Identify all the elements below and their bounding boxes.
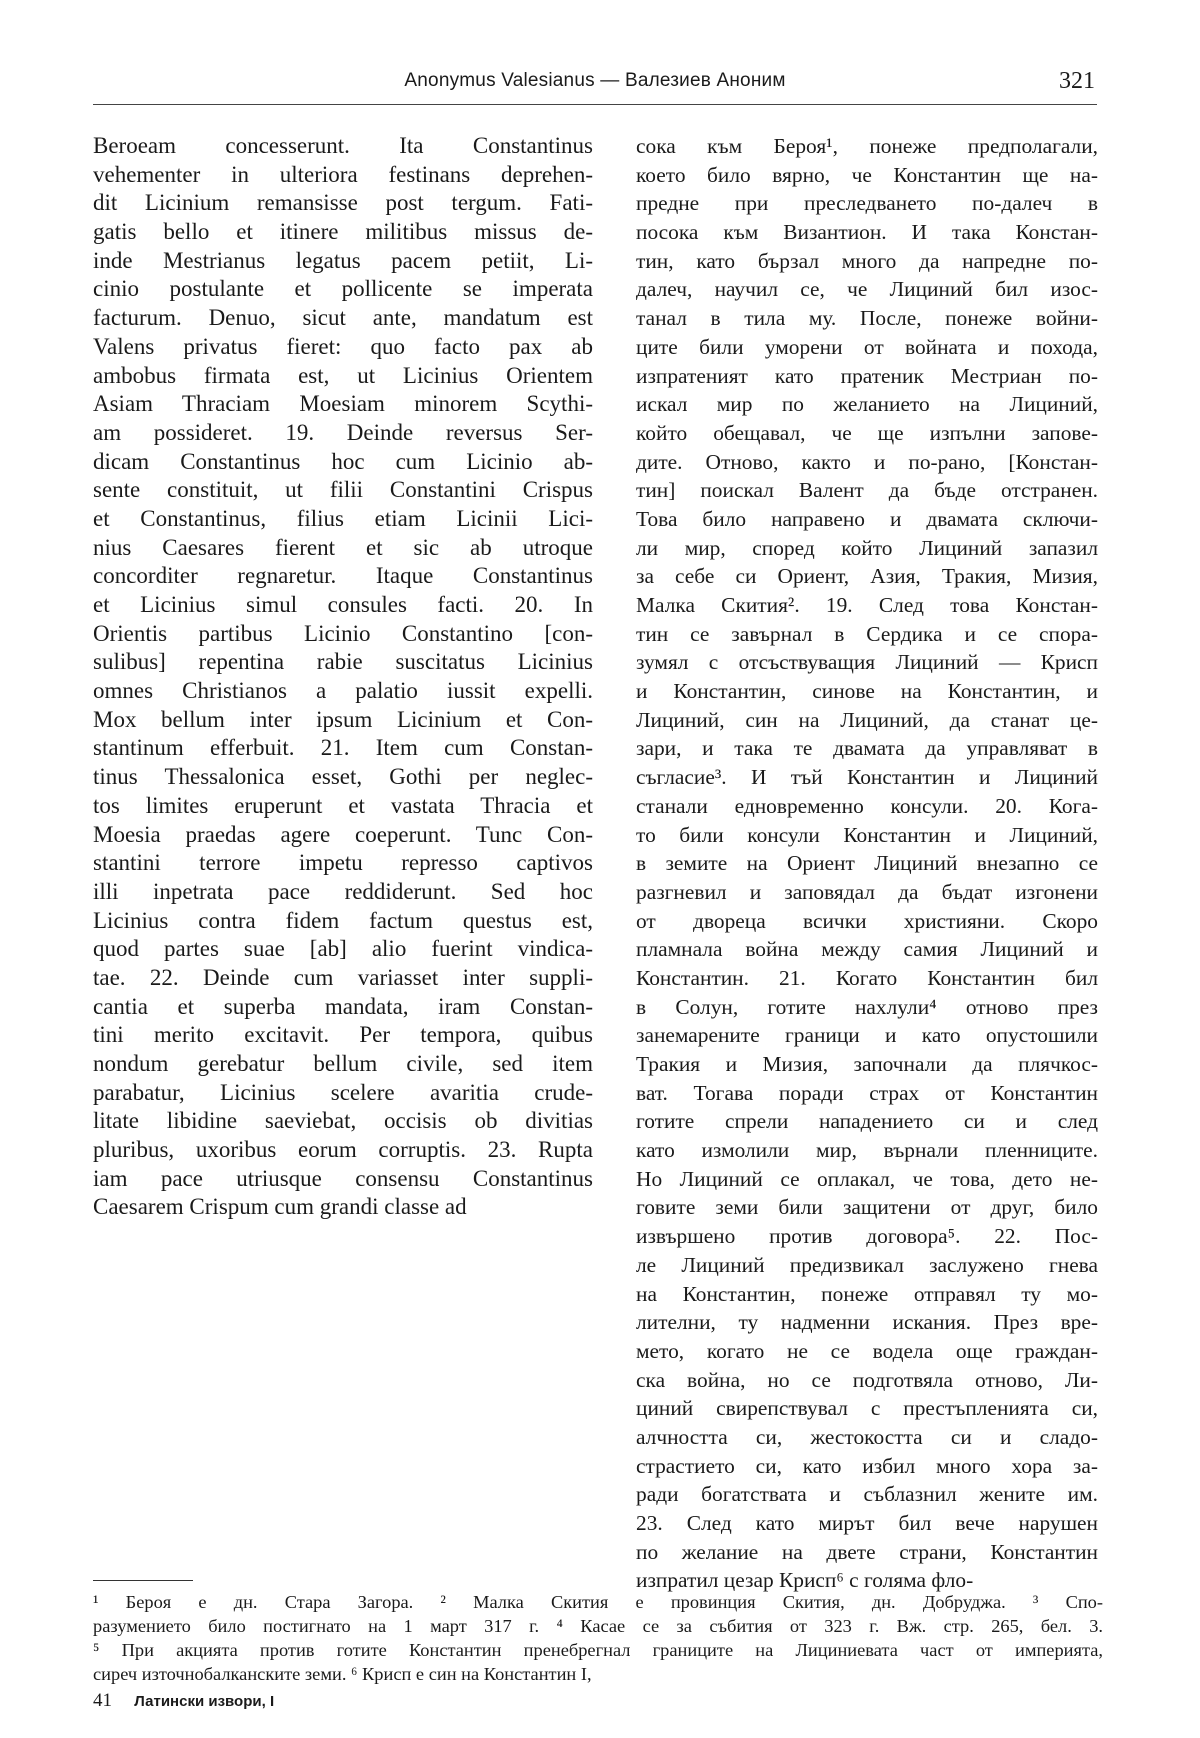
latin-text-line: sulibus] repentina rabie suscitatus Licinius [93, 649, 593, 675]
bulgarian-text-line: зари, и така те двамата да управляват в [636, 736, 1098, 761]
bulgarian-text-line: ват. Тогава поради страх от Константин [636, 1080, 1098, 1105]
latin-text-line: cinio postulante et pollicente se imperata [93, 276, 593, 302]
latin-text-line: Mox bellum inter ipsum Licinium et Con- [93, 706, 593, 732]
latin-text-line: parabatur, Licinius scelere avaritia crude- [93, 1079, 593, 1105]
latin-text-line: Asiam Thraciam Moesiam minorem Scythi- [93, 391, 593, 417]
bulgarian-text-line: посока към Византион. И така Констан- [636, 220, 1098, 245]
footnote-rule [93, 1580, 193, 1581]
latin-text-line: et Licinius simul consules facti. 20. In [93, 592, 593, 617]
latin-text-line: nondum gerebatur bellum civile, sed item [93, 1051, 593, 1076]
bulgarian-text-line: танал в тила му. После, понеже войни- [636, 306, 1098, 331]
latin-text-line: iam pace utriusque consensu Constantinus [93, 1165, 593, 1191]
bulgarian-text-line: лителни, ту надменни искания. През вре- [636, 1310, 1098, 1335]
signature-number: 41 [93, 1690, 112, 1711]
bulgarian-text-line: искал мир по желанието на Лициний, [636, 392, 1098, 417]
bulgarian-text-line: тин] поискал Валент да бъде отстранен. [636, 478, 1098, 503]
latin-text-line: dit Licinium remansisse post tergum. Fati- [93, 190, 593, 216]
bulgarian-text-line: тин, като бързал много да напредне по- [636, 248, 1098, 273]
page-header [95, 68, 1095, 102]
bulgarian-text-line: Това било направено и двамата сключи- [636, 506, 1098, 531]
footnotes [93, 1590, 1103, 1686]
latin-text-line: ambobus firmata est, ut Licinius Orientem [93, 362, 593, 388]
latin-text-line: tae. 22. Deinde cum variasset inter suppli- [93, 964, 593, 990]
bulgarian-text-line: в Солун, готите нахлули⁴ отново през [636, 994, 1098, 1019]
page-number: 321 [1059, 68, 1095, 94]
bulgarian-text-line: тин се завърнал в Сердика и се спора- [636, 621, 1098, 646]
latin-text-line: Caesarem Crispum cum grandi classe ad [93, 1194, 467, 1220]
bulgarian-text-line: ли мир, според който Лициний запазил [636, 535, 1098, 560]
footnote-line: ¹ Берoя е дн. Стара Загора. ² Малка Скития е провинция Скития, дн. Добруджа. ³ Спо- [93, 1592, 1103, 1612]
bulgarian-text-line: алчността си, жестокостта си и сладо- [636, 1424, 1098, 1449]
latin-text-line: tini merito excitavit. Per tempora, quibus [93, 1022, 593, 1048]
bulgarian-text-line: занемарените граници и като опустошили [636, 1023, 1098, 1048]
header-rule [93, 104, 1097, 105]
latin-text-line: et Constantinus, filius etiam Licinii Lici- [93, 505, 593, 531]
latin-column [93, 132, 593, 1222]
bulgarian-text-line: сока към Бероя¹, понеже предполагали, [636, 134, 1098, 158]
latin-text-line: concorditer regnaretur. Itaque Constantinus [93, 563, 593, 589]
latin-text-line: pluribus, uxoribus eorum corruptis. 23. Rupta [93, 1137, 593, 1163]
bulgarian-text-line: станали едновременно консули. 20. Кога- [636, 793, 1098, 818]
latin-text-line: cantia et superba mandata, iram Constan- [93, 993, 593, 1019]
bulgarian-text-line: ците били уморени от войната и похода, [636, 334, 1098, 359]
bulgarian-text-line: в земите на Ориент Лициний внезапно се [636, 851, 1098, 876]
bulgarian-column [636, 132, 1098, 1595]
bulgarian-text-line: 23. След като мирът бил вече нарушен [636, 1511, 1098, 1535]
bulgarian-text-line: който обещавал, че ще изпълни запове- [636, 420, 1098, 445]
bulgarian-text-line: мето, когато не се водела още граждан- [636, 1338, 1098, 1363]
bulgarian-text-line: като измолили мир, върнали пленниците. [636, 1138, 1098, 1163]
bulgarian-text-line: за себе си Ориент, Азия, Тракия, Мизия, [636, 564, 1098, 589]
latin-text-line: vehementer in ulteriora festinans deprehen- [93, 161, 593, 187]
bulgarian-text-line: Малка Скития². 19. След това Констан- [636, 593, 1098, 617]
running-title: Anonymus Valesianus — Валезиев Аноним [404, 70, 786, 91]
latin-text-line: quod partes suae [ab] alio fuerint vindica- [93, 936, 593, 962]
latin-text-line: Moesia praedas agere coeperunt. Tunc Con- [93, 821, 593, 847]
text-columns [93, 122, 1103, 1593]
bulgarian-text-line: говите земи били защитени от друг, било [636, 1195, 1098, 1220]
bulgarian-text-line: страстието си, като избил много хора за- [636, 1453, 1098, 1478]
footnote-line: сиреч източнобалканските земи. ⁶ Крисп е син на Константин I, [93, 1664, 592, 1684]
latin-text-line: Beroeam concesserunt. Ita Constantinus [93, 133, 593, 158]
bulgarian-text-line: Тракия и Мизия, започнали да плячкос- [636, 1052, 1098, 1076]
bulgarian-text-line: пламнала война между самия Лициний и [636, 937, 1098, 962]
latin-text-line: sente constituit, ut filii Constantini Crispus [93, 477, 593, 503]
bulgarian-text-line: по желание на двете страни, Константин [636, 1539, 1098, 1564]
bulgarian-text-line: дите. Отново, както и по-рано, [Констан- [636, 449, 1098, 474]
bulgarian-text-line: извършено против договора⁵. 22. Пос- [636, 1224, 1098, 1249]
bulgarian-text-line: Но Лициний се оплакал, че това, дето не- [636, 1166, 1098, 1191]
footnote-line: разумението било постигнато на 1 март 317 г. ⁴ Касае се за събития от 323 г. Вж. стр. 265, бел. 3. [93, 1616, 1103, 1636]
bulgarian-text-line: и Константин, синове на Константин, и [636, 679, 1098, 704]
bulgarian-text-line: далеч, научил се, че Лициний бил изос- [636, 277, 1098, 302]
latin-text-line: dicam Constantinus hoc cum Licinio ab- [93, 448, 593, 474]
footnote-line: ⁵ При акцията против готите Константин пренебрегнал границите на Лициниевата част от империята, [93, 1640, 1103, 1660]
bulgarian-text-line: от двореца всички християни. Скоро [636, 908, 1098, 933]
latin-text-line: illi inpetrata pace reddiderunt. Sed hoc [93, 878, 593, 904]
bulgarian-text-line: ради богатствата и съблазнил жените им. [636, 1482, 1098, 1507]
bulgarian-text-line: ле Лициний предизвикал заслужено гнева [636, 1252, 1098, 1277]
bulgarian-text-line: зумял с отсъствуващия Лициний — Крисп [636, 650, 1098, 675]
latin-text-line: litate libidine saeviebat, occisis ob divitias [93, 1108, 593, 1134]
bulgarian-text-line: то били консули Константин и Лициний, [636, 822, 1098, 847]
bulgarian-text-line: изпратеният като пратеник Местриан по- [636, 363, 1098, 388]
latin-text-line: tinus Thessalonica esset, Gothi per neglec- [93, 764, 593, 790]
bulgarian-text-line: ска война, но се подготвяла отново, Ли- [636, 1367, 1098, 1392]
latin-text-line: Licinius contra fidem factum questus est, [93, 907, 593, 933]
latin-text-line: tos limites eruperunt et vastata Thracia et [93, 792, 593, 818]
bulgarian-text-line: Константин. 21. Когато Константин бил [636, 965, 1098, 990]
latin-text-line: nius Caesares fierent et sic ab utroque [93, 534, 593, 560]
latin-text-line: Orientis partibus Licinio Constantino [con- [93, 620, 593, 646]
latin-text-line: Valens privatus fieret: quo facto pax ab [93, 333, 593, 359]
latin-text-line: am possideret. 19. Deinde reversus Ser- [93, 419, 593, 445]
bulgarian-text-line: разгневил и заповядал да бъдат изгонени [636, 879, 1098, 904]
bulgarian-text-line: съгласие³. И тъй Константин и Лициний [636, 765, 1098, 790]
bulgarian-text-line: което било вярно, че Константин ще на- [636, 162, 1098, 187]
latin-text-line: gatis bello et itinere militibus missus de- [93, 219, 593, 245]
bulgarian-text-line: циний свирепствувал с престъпленията си, [636, 1396, 1098, 1421]
latin-text-line: stantini terrore impetu represso captivos [93, 850, 593, 876]
bulgarian-text-line: предне при преследването по-далеч в [636, 191, 1098, 216]
latin-text-line: facturum. Denuo, sicut ante, mandatum est [93, 305, 593, 331]
signature-text: Латински извори, I [134, 1693, 275, 1710]
printer-signature [93, 1690, 274, 1712]
latin-text-line: omnes Christianos a palatio iussit expelli. [93, 678, 593, 704]
bulgarian-text-line: готите спрели нападението си и след [636, 1109, 1098, 1134]
bulgarian-text-line: Лициний, син на Лициний, да станат це- [636, 707, 1098, 732]
bulgarian-text-line: на Константин, понеже отправял ту мо- [636, 1281, 1098, 1306]
bulgarian-text-line: изпратил цезар Крисп⁶ с голяма фло- [636, 1568, 974, 1593]
latin-text-line: stantinum efferbuit. 21. Item cum Constan- [93, 735, 593, 761]
latin-text-line: inde Mestrianus legatus pacem petiit, Li- [93, 247, 593, 273]
